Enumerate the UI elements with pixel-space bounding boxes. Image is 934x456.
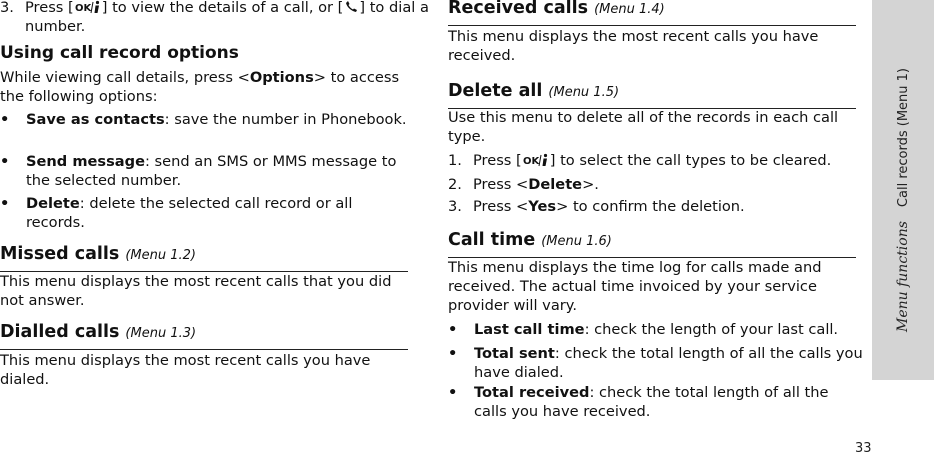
received-calls-text: This menu displays the most recent calls you have received. [448,28,819,64]
total-sent-item: • Total sent: check the total length of all the calls you have dialed. [448,345,863,381]
call-time-text: This menu displays the time log for calls made and received. The actual time invoiced by your service provider will vary. [448,259,822,314]
step-3-view-details: 3. Press [ OK ] to view the details of a call, or [ ] to dial a number. [0,0,429,35]
ok-key-icon [522,152,550,168]
delete-all-text: Use this menu to delete all of the records in each call type. [448,109,839,145]
svg-text:OK: OK [522,156,539,167]
dialled-calls-text: This menu displays the most recent calls you have dialed. [0,352,371,388]
send-call-icon [343,0,359,15]
options-heading: Using call record options [0,43,239,63]
svg-text:OK: OK [74,3,91,14]
received-calls-heading: Received calls (Menu 1.4) [448,0,856,26]
option-save-as-contacts: • Save as contacts: save the number in Phonebook. [0,111,407,128]
chapter-title: Menu functions [895,221,911,332]
last-call-time-item: • Last call time: check the length of your last call. [448,321,839,338]
side-tab-label [895,68,911,332]
dialled-calls-heading: Dialled calls (Menu 1.3) [0,321,408,350]
delete-all-heading: Delete all (Menu 1.5) [448,80,856,109]
delete-step-3: 3. Press <Yes> to confirm the deletion. [448,198,745,215]
option-delete: • Delete: delete the selected call record or all records. [0,195,353,231]
option-send-message: • Send message: send an SMS or MMS message to the selected number. [0,153,397,189]
delete-step-2: 2. Press <Delete>. [448,176,599,193]
page-number: 33 [855,441,872,456]
missed-calls-text: This menu displays the most recent calls that you did not answer. [0,273,392,309]
section-title: Call records (Menu 1) [896,68,911,208]
options-intro: While viewing call details, press <Options> to access the following options: [0,69,400,105]
ok-key-icon [74,0,102,15]
call-time-heading: Call time (Menu 1.6) [448,229,856,258]
missed-calls-heading: Missed calls (Menu 1.2) [0,243,408,272]
total-received-item: • Total received: check the total length of all the calls you have received. [448,384,829,420]
delete-step-1: 1. Press [ OK ] to select the call types to be cleared. [448,152,832,169]
